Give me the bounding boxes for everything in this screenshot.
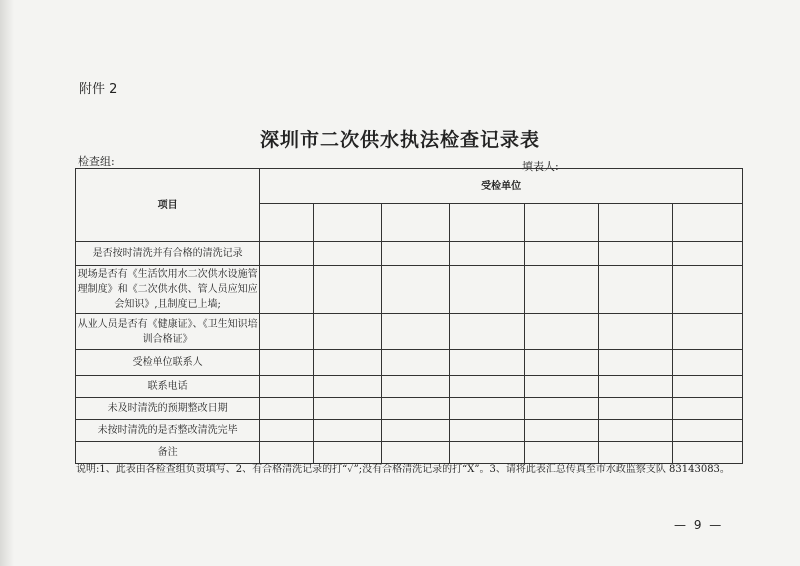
unit-cell[interactable] (260, 204, 314, 242)
entry-cell[interactable] (260, 376, 314, 398)
entry-cell[interactable] (598, 398, 672, 420)
entry-cell[interactable] (450, 266, 524, 314)
entry-cell[interactable] (524, 314, 598, 350)
unit-cell[interactable] (382, 204, 450, 242)
unit-cell[interactable] (314, 204, 382, 242)
row-label: 现场是否有《生活饮用水二次供水设施管理制度》和《二次供水供、管人员应知应会知识》,且制度已上墙; (76, 266, 260, 314)
row-label: 未及时清洗的预期整改日期 (76, 398, 260, 420)
entry-cell[interactable] (450, 398, 524, 420)
entry-cell[interactable] (260, 242, 314, 266)
entry-cell[interactable] (260, 398, 314, 420)
entry-cell[interactable] (524, 350, 598, 376)
table-row (76, 398, 743, 420)
entry-cell[interactable] (672, 350, 742, 376)
entry-cell[interactable] (672, 398, 742, 420)
inspection-group-label: 检查组: (78, 155, 115, 168)
item-header: 项目 (76, 169, 260, 242)
table-row (76, 350, 743, 376)
entry-cell[interactable] (314, 350, 382, 376)
entry-cell[interactable] (524, 398, 598, 420)
filler-label: 填表人: (522, 160, 559, 173)
entry-cell[interactable] (382, 376, 450, 398)
table-row (76, 420, 743, 442)
attachment-label: 附件 2 (79, 82, 118, 97)
entry-cell[interactable] (672, 420, 742, 442)
entry-cell[interactable] (260, 314, 314, 350)
entry-cell[interactable] (260, 420, 314, 442)
entry-cell[interactable] (382, 266, 450, 314)
entry-cell[interactable] (672, 314, 742, 350)
entry-cell[interactable] (382, 420, 450, 442)
table-row (76, 242, 743, 266)
inspected-unit-header: 受检单位 (260, 169, 743, 204)
entry-cell[interactable] (450, 350, 524, 376)
entry-cell[interactable] (450, 314, 524, 350)
document-title: 深圳市二次供水执法检查记录表 (259, 129, 540, 151)
entry-cell[interactable] (314, 398, 382, 420)
entry-cell[interactable] (314, 314, 382, 350)
table-row (76, 314, 743, 350)
scan-shadow (0, 0, 14, 566)
entry-cell[interactable] (598, 376, 672, 398)
row-label: 未按时清洗的是否整改清洗完毕 (76, 420, 260, 442)
unit-cell[interactable] (450, 204, 524, 242)
row-label: 联系电话 (76, 376, 260, 398)
entry-cell[interactable] (314, 376, 382, 398)
entry-cell[interactable] (260, 350, 314, 376)
unit-cell[interactable] (672, 204, 742, 242)
entry-cell[interactable] (260, 266, 314, 314)
row-label: 受检单位联系人 (76, 350, 260, 376)
entry-cell[interactable] (524, 266, 598, 314)
entry-cell[interactable] (450, 420, 524, 442)
row-label: 是否按时清洗并有合格的清洗记录 (76, 242, 260, 266)
row-label: 从业人员是否有《健康证》、《卫生知识培训合格证》 (76, 314, 260, 350)
entry-cell[interactable] (598, 266, 672, 314)
entry-cell[interactable] (450, 242, 524, 266)
row-label: 备注 (76, 442, 260, 464)
entry-cell[interactable] (598, 420, 672, 442)
entry-cell[interactable] (314, 266, 382, 314)
inspection-record-table (75, 168, 743, 464)
table-row (76, 266, 743, 314)
entry-cell[interactable] (382, 398, 450, 420)
entry-cell[interactable] (382, 242, 450, 266)
entry-cell[interactable] (382, 350, 450, 376)
unit-cell[interactable] (598, 204, 672, 242)
entry-cell[interactable] (598, 350, 672, 376)
page-number: — 9 — (674, 518, 724, 532)
entry-cell[interactable] (524, 420, 598, 442)
entry-cell[interactable] (598, 242, 672, 266)
entry-cell[interactable] (598, 314, 672, 350)
entry-cell[interactable] (314, 242, 382, 266)
entry-cell[interactable] (672, 376, 742, 398)
entry-cell[interactable] (672, 266, 742, 314)
entry-cell[interactable] (524, 376, 598, 398)
entry-cell[interactable] (382, 314, 450, 350)
table-row (76, 376, 743, 398)
entry-cell[interactable] (450, 376, 524, 398)
entry-cell[interactable] (314, 420, 382, 442)
unit-cell[interactable] (524, 204, 598, 242)
entry-cell[interactable] (524, 242, 598, 266)
notes: 说明:1、此表由各检查组负责填写、2、有合格清洗记录的打“✓”;没有合格清洗记录的打“X”。3、请将此表汇总传真至市水政监察支队 83143083。 (76, 464, 730, 475)
entry-cell[interactable] (672, 242, 742, 266)
